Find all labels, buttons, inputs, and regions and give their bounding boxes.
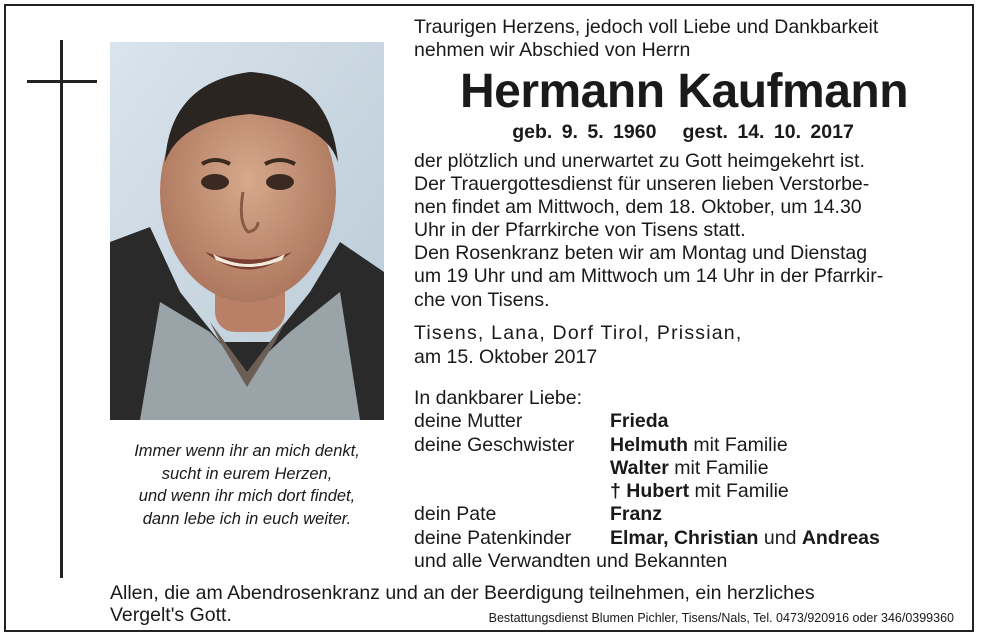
mourner-relation: deine Mutter <box>414 410 523 433</box>
mourner-name: Elmar, Christian <box>610 526 759 549</box>
mourner-name: Franz <box>610 503 663 526</box>
mourner-name: Helmuth <box>610 433 688 456</box>
quote-line: dann lebe ich in euch weiter. <box>142 509 352 528</box>
quote-line: Immer wenn ihr an mich denkt, <box>134 442 360 460</box>
body-line: Uhr in der Pfarrkirche von Tisens statt. <box>414 219 746 242</box>
life-dates <box>414 121 952 144</box>
quote-line: und wenn ihr mich dort findet, <box>138 487 356 505</box>
body-line: che von Tisens. <box>414 288 550 311</box>
announcement-body <box>414 150 883 312</box>
deceased-name: Hermann Kaufmann <box>459 65 909 118</box>
memorial-quote <box>108 440 386 530</box>
mourner-name: Walter <box>610 456 669 479</box>
intro-text <box>414 16 878 62</box>
body-line: um 19 Uhr und am Mittwoch um 14 Uhr in der Pfarrkir- <box>414 265 884 288</box>
death-date: gest. 14. 10. 2017 <box>682 121 854 143</box>
intro-line: nehmen wir Abschied von Herrn <box>414 39 691 61</box>
mourner-relation: deine Geschwister <box>414 433 575 456</box>
portrait-photo <box>110 42 384 420</box>
places-line: Tisens, Lana, Dorf Tirol, Prissian, <box>414 322 743 344</box>
funeral-service-imprint: Bestattungsdienst Blumen Pichler, Tisens/Nals, Tel. 0473/920916 oder 346/0399360 <box>488 611 954 625</box>
intro-line: Traurigen Herzens, jedoch voll Liebe und Dankbarkeit <box>414 16 879 38</box>
mourner-name: Frieda <box>610 410 669 433</box>
body-line: der plötzlich und unerwartet zu Gott heimgekehrt ist. <box>414 150 865 172</box>
body-line: Den Rosenkranz beten wir am Montag und Dienstag <box>414 242 868 265</box>
mourner-relation: dein Pate <box>414 503 497 526</box>
footer-line: Vergelt's Gott. <box>110 604 232 626</box>
mourner-name: Andreas <box>801 526 880 549</box>
notice-date: am 15. Oktober 2017 <box>414 346 598 368</box>
body-line: nen findet am Mittwoch, dem 18. Oktober, um 14.30 <box>414 196 862 219</box>
mourner-name: † Hubert <box>610 480 690 503</box>
footer-line: Allen, die am Abendrosenkranz und an der Beerdigung teilnehmen, ein herzliches <box>110 582 815 604</box>
birth-date: geb. 9. 5. 1960 <box>512 121 657 143</box>
quote-line: sucht in eurem Herzen, <box>161 464 333 483</box>
body-line: Der Trauergottesdienst für unseren lieben Verstorbe- <box>414 173 870 196</box>
mourner-relation: deine Patenkinder <box>414 526 572 549</box>
